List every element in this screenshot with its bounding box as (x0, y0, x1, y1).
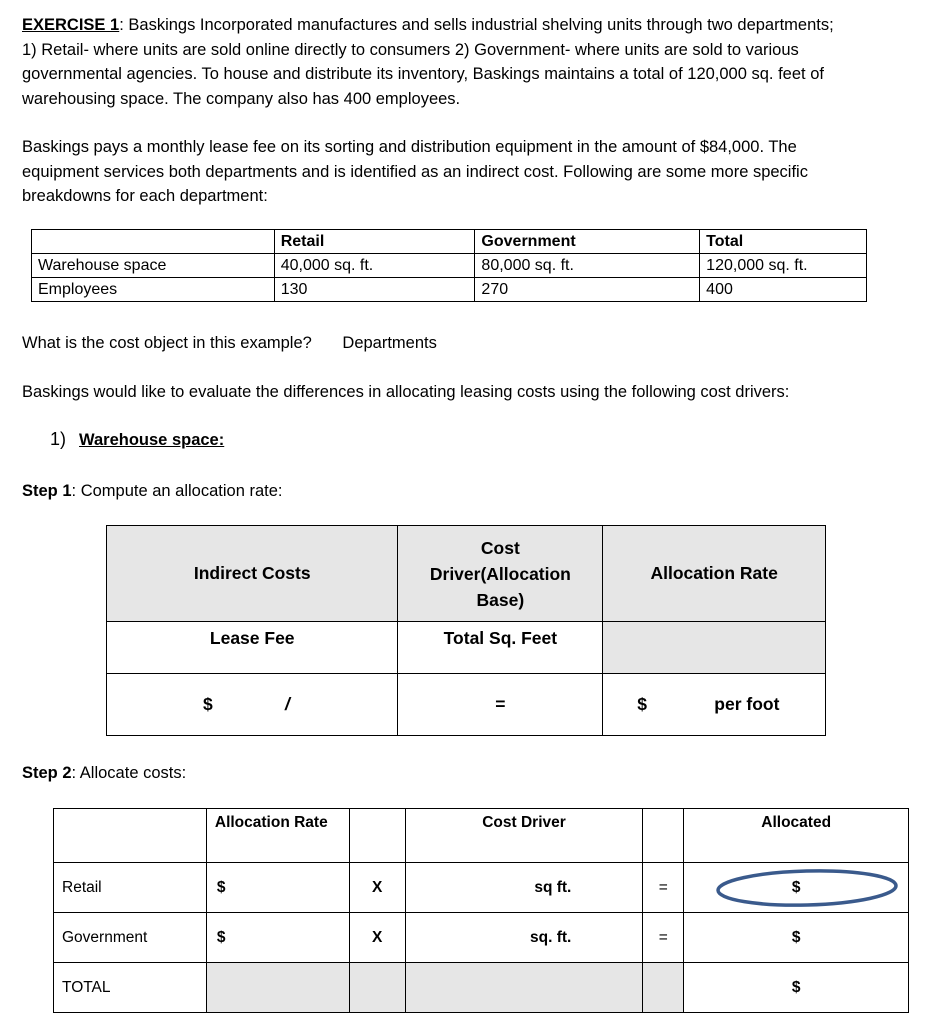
table-row (32, 278, 867, 302)
header-cost-driver (398, 526, 603, 622)
row-label: Warehouse space (32, 254, 275, 278)
allocated-dollar: $ (684, 963, 909, 1013)
table-row (54, 809, 909, 863)
hand-drawn-circle-annotation (714, 866, 900, 910)
empty-cell (603, 622, 826, 674)
lease-line-3: breakdowns for each department: (22, 187, 268, 205)
department-table (31, 229, 867, 302)
table-cell (349, 809, 405, 863)
exercise-label: EXERCISE 1 (22, 16, 120, 34)
table-cell: 80,000 sq. ft. (475, 254, 700, 278)
header-cost-driver-line: Driver(Allocation (429, 563, 571, 584)
step1-text: : Compute an allocation rate: (71, 482, 283, 500)
table-cell (349, 963, 405, 1013)
table-cell (643, 809, 684, 863)
step2-number: Step 2 (22, 764, 72, 782)
intro-line-4: warehousing space. The company also has 400 employees. (22, 89, 461, 108)
column-header-total: Total (700, 230, 867, 254)
table-cell (206, 963, 349, 1013)
header-allocation-rate: Allocation Rate (603, 526, 826, 622)
table-cell: 120,000 sq. ft. (700, 254, 867, 278)
header-allocation-rate: Allocation Rate (206, 809, 349, 863)
table-cell (643, 963, 684, 1013)
equals-sign: = (643, 913, 684, 963)
table-row (32, 254, 867, 278)
question-text: What is the cost object in this example? (22, 334, 312, 352)
table-row (54, 863, 909, 913)
intro-paragraph-1 (22, 13, 922, 111)
lease-line-2: equipment services both departments and is identified as an indirect cost. Following are some more specific (22, 162, 808, 181)
table-cell (54, 809, 207, 863)
table-cell (32, 230, 275, 254)
header-cost-driver: Cost Driver (405, 809, 643, 863)
drivers-intro: Baskings would like to evaluate the differences in allocating leasing costs using the following cost drivers: (22, 383, 790, 401)
table-row (107, 622, 826, 674)
lease-line-1: Baskings pays a monthly lease fee on its sorting and distribution equipment in the amount of $84,000. The (22, 138, 797, 156)
step1-label (22, 479, 283, 504)
intro-line-2: 1) Retail- where units are sold online directly to consumers 2) Government- where units are sold to various (22, 40, 799, 59)
allocation-rate-table (106, 525, 826, 736)
column-header-retail: Retail (274, 230, 475, 254)
unit-label: sq ft. (405, 863, 643, 913)
column-header-government: Government (475, 230, 700, 254)
step2-label (22, 761, 186, 786)
dollar-sign: $ (203, 694, 213, 714)
section-number: 1) (50, 429, 67, 449)
header-cost-driver-line: Cost (480, 537, 520, 558)
row-label: TOTAL (54, 963, 207, 1013)
rate-dollar-sign: $ (637, 694, 648, 714)
times-sign: X (349, 863, 405, 913)
divide-sign: / (285, 694, 290, 714)
allocated-cell (684, 863, 909, 913)
cost-object-question (22, 331, 437, 356)
table-cell (405, 963, 643, 1013)
row-label: Retail (54, 863, 207, 913)
per-foot-label: per foot (714, 694, 780, 714)
equals-cell (398, 674, 603, 736)
intro-paragraph-2 (22, 135, 922, 209)
header-allocated: Allocated (684, 809, 909, 863)
header-indirect-costs: Indirect Costs (107, 526, 398, 622)
section-title: Warehouse space: (79, 431, 225, 449)
intro-line-1: : Baskings Incorporated manufactures and sells industrial shelving units through two departments; (119, 16, 834, 34)
table-row (107, 674, 826, 736)
rate-dollar: $ (206, 913, 349, 963)
row-label: Government (54, 913, 207, 963)
times-sign: X (349, 913, 405, 963)
table-cell: 270 (475, 278, 700, 302)
table-row (107, 526, 826, 622)
table-row (32, 230, 867, 254)
equals-sign: = (495, 694, 506, 714)
total-sq-feet-cell: Total Sq. Feet (398, 622, 603, 674)
rate-dollar: $ (206, 863, 349, 913)
table-cell: 130 (274, 278, 475, 302)
allocate-costs-table (53, 808, 909, 1013)
lease-fee-cell: Lease Fee (107, 622, 398, 674)
intro-line-3: governmental agencies. To house and distribute its inventory, Baskings maintains a total of 120,000 sq. feet of (22, 65, 824, 83)
row-label: Employees (32, 278, 275, 302)
header-cost-driver-line: Base) (476, 589, 525, 610)
unit-label: sq. ft. (405, 913, 643, 963)
table-row (54, 963, 909, 1013)
allocated-dollar: $ (791, 878, 801, 896)
table-cell: 400 (700, 278, 867, 302)
step2-text: : Allocate costs: (71, 764, 187, 782)
question-answer: Departments (342, 334, 437, 352)
lease-fee-input-cell (107, 674, 398, 736)
section-heading (50, 429, 224, 450)
step1-number: Step 1 (22, 482, 72, 500)
equals-sign: = (643, 863, 684, 913)
allocated-dollar: $ (684, 913, 909, 963)
rate-result-cell (603, 674, 826, 736)
table-row (54, 913, 909, 963)
table-cell: 40,000 sq. ft. (274, 254, 475, 278)
